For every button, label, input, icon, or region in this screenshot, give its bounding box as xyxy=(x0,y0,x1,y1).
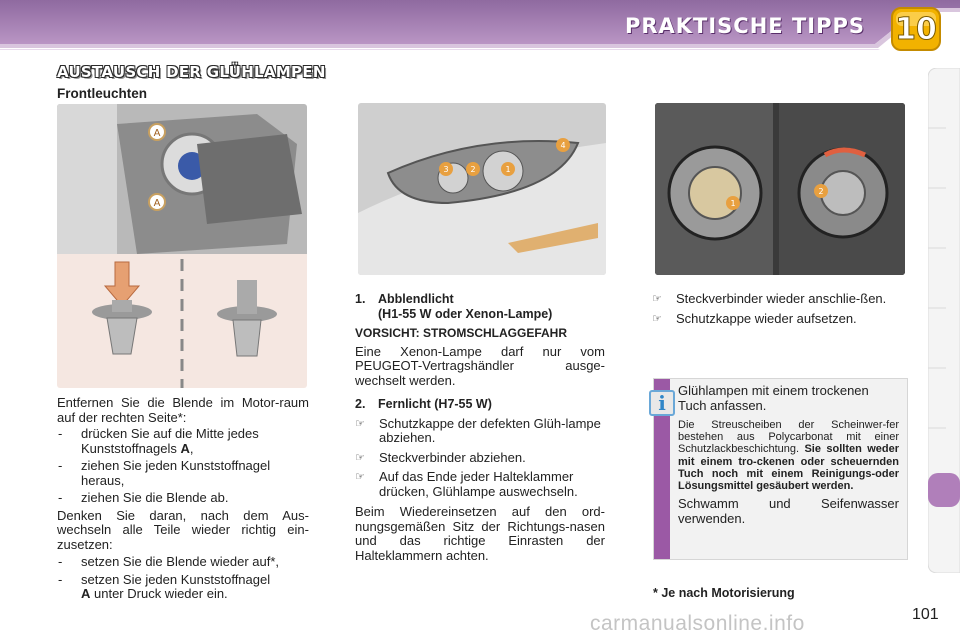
list-item: - ziehen Sie jeden Kunststoffnagel heraus, xyxy=(58,458,271,488)
list-item: ☞ Steckverbinder wieder anschlie-ßen. xyxy=(652,291,887,306)
intro-text: Entfernen Sie die Blende im Motor-raum auf der rechten Seite*: xyxy=(57,395,309,425)
info-paragraph: Glühlampen mit einem trockenen Tuch anfassen. xyxy=(678,383,869,413)
engine-cover-photo xyxy=(57,104,307,388)
info-content xyxy=(678,384,899,526)
bulb-detail-photo xyxy=(655,103,905,275)
list-item: - drücken Sie auf die Mitte jedes Kunststoffnagels A, xyxy=(58,426,259,456)
list-item: - setzen Sie jeden Kunststoffnagel A unter Druck wieder ein. xyxy=(58,571,271,601)
column-1-text xyxy=(57,396,309,602)
item-2-heading: 2. Fernlicht (H7-55 W) xyxy=(355,397,492,411)
info-paragraph: Schwamm und Seifenwasser verwenden. xyxy=(678,496,899,526)
chapter-title: PRAKTISCHE TIPPS xyxy=(624,14,865,38)
list-item: ☞ Auf das Ende jeder Halteklammer drücken, Glühlampe auswechseln. xyxy=(355,469,578,499)
info-icon: i xyxy=(649,390,675,416)
closing-text: Beim Wiedereinsetzen auf den ord-nungsgemäßen Sitz der Richtungs-nasen und das richtige Einrasten der Halteklammern achten. xyxy=(355,504,605,563)
column-2-text xyxy=(355,292,605,563)
chapter-tabs-rail xyxy=(928,68,960,573)
page-number: 101 xyxy=(912,606,939,623)
list-item: - ziehen Sie die Blende ab. xyxy=(58,490,229,505)
list-item: ☞ Schutzkappe wieder aufsetzen. xyxy=(652,310,857,326)
warning-text: Eine Xenon-Lampe darf nur vom PEUGEOT-Vertragshändler ausge-wechselt werden. xyxy=(355,343,605,388)
column-3-text xyxy=(652,292,904,326)
chapter-number-badge xyxy=(886,4,946,56)
list-item: ☞ Steckverbinder abziehen. xyxy=(355,449,526,465)
fastener-label-a: A xyxy=(153,198,161,209)
bulb-label-1: 1 xyxy=(730,199,736,208)
item-1-heading: 1. Abblendlicht (H1-55 W oder Xenon-Lampe) xyxy=(355,292,553,321)
bulb-label-1: 1 xyxy=(505,165,511,174)
bulb-label-2: 2 xyxy=(818,187,824,196)
section-title: AUSTAUSCH DER GLÜHLAMPEN xyxy=(57,63,326,81)
bulb-label-4: 4 xyxy=(560,141,566,150)
watermark: carmanualsonline.info xyxy=(590,612,805,635)
outro-text: Denken Sie daran, nach dem Aus-wechseln alle Teile wieder richtig ein-zusetzen: xyxy=(57,507,309,552)
headlight-photo xyxy=(358,103,606,275)
info-paragraph: Die Streuscheiben der Scheinwer-fer bestehen aus Polycarbonat mit einer Schutzlackbeschichtung. Sie sollten weder mit einem tro-ckenen oder scheuernden Tuch noch mit einem Reinigungs-oder Lösungsmittel gesäubert werden. xyxy=(678,419,899,493)
list-item: - setzen Sie die Blende wieder auf*, xyxy=(58,554,280,569)
subsection-title: Frontleuchten xyxy=(57,86,147,101)
fastener-label-a: A xyxy=(153,128,161,139)
footnote: * Je nach Motorisierung xyxy=(653,586,795,600)
list-item: ☞ Schutzkappe der defekten Glüh-lampe abziehen. xyxy=(355,415,601,445)
warning-title: VORSICHT: STROMSCHLAGGEFAHR xyxy=(355,326,568,340)
chapter-number: 10 xyxy=(895,12,937,47)
bulb-label-2: 2 xyxy=(470,165,476,174)
bulb-label-3: 3 xyxy=(443,165,449,174)
